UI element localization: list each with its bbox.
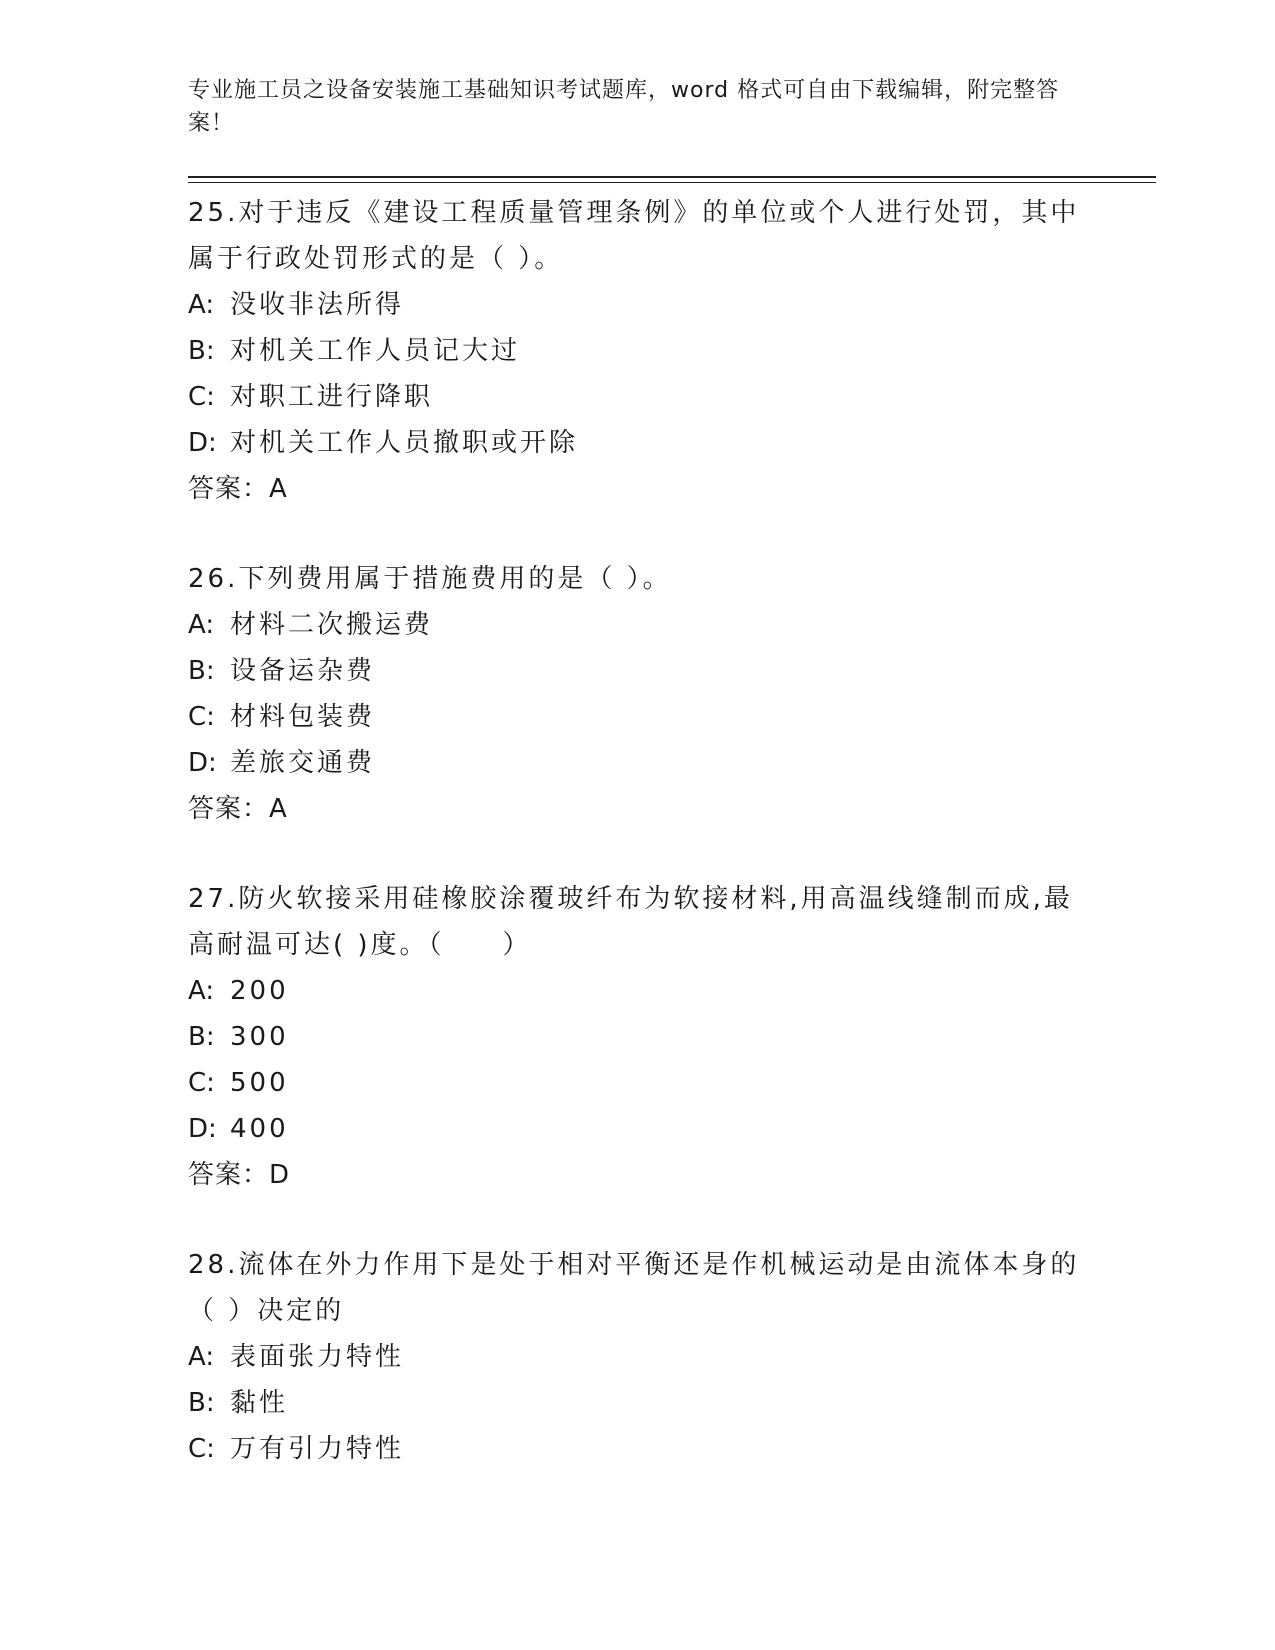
question-26 (188, 556, 1088, 832)
option-text: 对机关工作人员撤职或开除 (230, 428, 579, 458)
option-key: A: (188, 290, 215, 320)
option-b (188, 1014, 1088, 1060)
option-b (188, 1380, 1088, 1426)
question-number: 26. (188, 564, 239, 594)
option-text: 对职工进行降职 (230, 382, 434, 412)
option-a (188, 282, 1088, 328)
answer: 答案：A (188, 474, 288, 504)
option-text: 对机关工作人员记大过 (230, 336, 521, 366)
question-stem: 下列费用属于措施费用的是（ ）。 (238, 564, 672, 594)
option-text: 表面张力特性 (230, 1342, 405, 1372)
answer: 答案：D (188, 1160, 291, 1190)
option-key: A: (188, 610, 215, 640)
option-a (188, 968, 1088, 1014)
question-text (188, 556, 1088, 602)
option-text: 400 (230, 1114, 289, 1144)
option-c (188, 1060, 1088, 1106)
header-rule-thin (188, 182, 1156, 183)
option-key: C: (188, 1434, 215, 1464)
option-d (188, 420, 1088, 466)
option-key: D: (188, 1114, 217, 1144)
option-d (188, 740, 1088, 786)
option-text: 材料二次搬运费 (230, 610, 434, 640)
answer: 答案：A (188, 794, 288, 824)
question-number: 28. (188, 1250, 239, 1280)
option-c (188, 1426, 1088, 1472)
option-key: A: (188, 1342, 215, 1372)
option-key: A: (188, 976, 215, 1006)
option-text: 200 (230, 976, 289, 1006)
option-key: C: (188, 702, 215, 732)
question-text (188, 190, 1088, 282)
option-key: B: (188, 656, 215, 686)
option-text: 设备运杂费 (230, 656, 376, 686)
option-key: B: (188, 336, 215, 366)
option-text: 材料包装费 (230, 702, 376, 732)
option-b (188, 648, 1088, 694)
option-b (188, 328, 1088, 374)
question-text (188, 1242, 1088, 1334)
option-key: C: (188, 382, 215, 412)
question-stem: 对于违反《建设工程质量管理条例》的单位或个人进行处罚，其中属于行政处罚形式的是（ ）。 (188, 198, 1080, 274)
option-d (188, 1106, 1088, 1152)
question-number: 27. (188, 884, 239, 914)
option-text: 没收非法所得 (230, 290, 405, 320)
question-text (188, 876, 1088, 968)
option-a (188, 602, 1088, 648)
question-stem: 流体在外力作用下是处于相对平衡还是作机械运动是由流体本身的（ ）决定的 (188, 1250, 1080, 1326)
option-key: B: (188, 1388, 215, 1418)
question-27 (188, 876, 1088, 1198)
option-text: 差旅交通费 (230, 748, 376, 778)
option-text: 万有引力特性 (230, 1434, 405, 1464)
option-c (188, 694, 1088, 740)
option-key: B: (188, 1022, 215, 1052)
option-c (188, 374, 1088, 420)
option-text: 300 (230, 1022, 289, 1052)
question-number: 25. (188, 198, 239, 228)
question-28 (188, 1242, 1088, 1472)
option-text: 黏性 (230, 1388, 289, 1418)
document-header: 专业施工员之设备安装施工基础知识考试题库，word 格式可自由下载编辑，附完整答案！ (188, 78, 1060, 136)
option-key: D: (188, 428, 217, 458)
header-rule-thick (188, 176, 1156, 178)
question-list (188, 190, 1088, 1516)
question-25 (188, 190, 1088, 512)
option-key: C: (188, 1068, 215, 1098)
option-text: 500 (230, 1068, 289, 1098)
question-stem: 防火软接采用硅橡胶涂覆玻纤布为软接材料,用高温线缝制而成,最高耐温可达( )度。（ ） (188, 884, 1073, 960)
option-a (188, 1334, 1088, 1380)
option-key: D: (188, 748, 217, 778)
